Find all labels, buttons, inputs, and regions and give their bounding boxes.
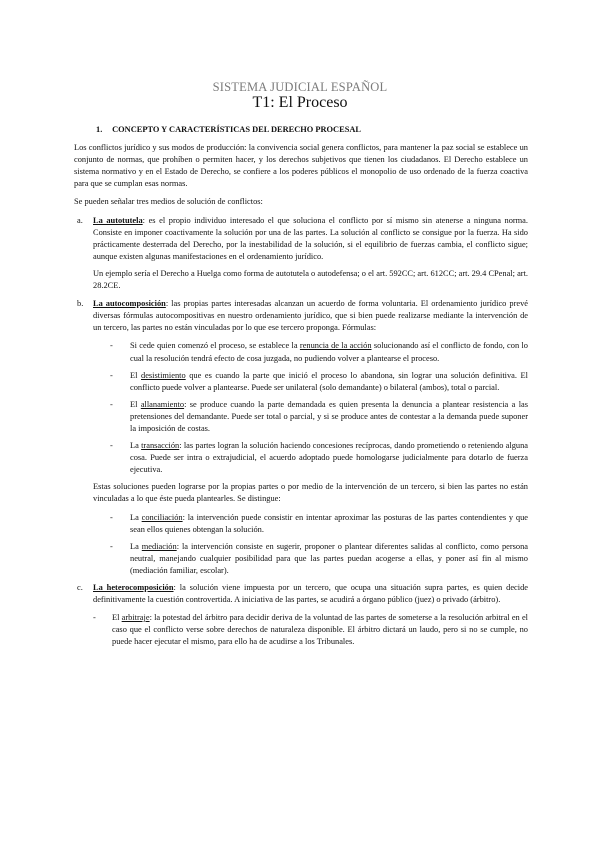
dash-marker: - bbox=[110, 512, 113, 522]
dash-marker: - bbox=[110, 399, 113, 409]
formula-term: transacción bbox=[141, 441, 180, 451]
means-intro-paragraph: Se pueden señalar tres medios de solución de conflictos: bbox=[74, 197, 263, 207]
section-number: 1. bbox=[96, 125, 103, 134]
autotutela-text: : es el propio individuo interesado el que soluciona el conflicto por sí mismo sin atenerse a ninguna norma. Consiste en imponer coactivamente la solución por una de las partes. La solución al conflicto se consigue por la fuerza. Ha sido prácticamente desterrada del Derecho, por la inestabilidad de la solución, si el equilibrio de fuerzas cambia, el conflicto sigue; aunque existen algunas manifestaciones en el ordenamiento jurídico. bbox=[93, 215, 528, 261]
third-party-item bbox=[74, 541, 528, 577]
third-party-text: La bbox=[130, 512, 142, 522]
formula-item bbox=[74, 340, 528, 364]
third-party-item bbox=[74, 512, 528, 536]
document-body bbox=[74, 124, 528, 653]
formula-item bbox=[74, 440, 528, 476]
formula-text: La bbox=[130, 441, 142, 451]
arbitraje-text: El bbox=[112, 613, 122, 623]
formula-item bbox=[74, 370, 528, 394]
dash-marker: - bbox=[110, 370, 113, 380]
formula-text: Si cede quien comenzó el proceso, se establece la bbox=[130, 341, 300, 351]
formula-text: El bbox=[130, 399, 141, 409]
formula-term: renuncia de la acción bbox=[299, 341, 372, 351]
list-marker: a. bbox=[77, 215, 83, 225]
formula-term: allanamiento bbox=[140, 399, 185, 409]
formula-item bbox=[74, 399, 528, 435]
arbitraje-text: : la potestad del árbitro para decidir deriva de la voluntad de las partes de someterse a la resolución arbitral en el caso que el conflicto verse sobre derechos de naturaleza disponible. El árbitro dictará un laudo, pero si no se cumple, no puede hacer ejecutar el mismo, para ello ha de acudirse a los Tribunales. bbox=[112, 613, 528, 647]
list-item-heterocomposicion bbox=[74, 582, 528, 606]
dash-marker: - bbox=[110, 441, 113, 451]
term-heterocomposicion: La heterocomposición bbox=[93, 583, 174, 592]
formula-text: solucionando así el conflicto de fondo, con lo cual la resolución tendrá efecto de cosa juzgada, no pudiendo volver a plantearse el proceso. bbox=[130, 341, 528, 363]
term-autotutela: La autotutela bbox=[93, 215, 143, 225]
formula-text: que es cuando la parte que inició el proceso lo abandona, sin lograr una solución definitiva. El conflicto puede volver a plantearse. Puede ser unilateral (solo demandante) o bilateral (ambos), total o parcial. bbox=[130, 370, 528, 392]
formula-text: : las partes logran la solución haciendo concesiones recíprocas, dando prometiendo o reteniendo alguna cosa. Puede ser intra o extrajudicial, el acuerdo adoptado puede homologarse judicialmente para dotarlo de fuerza ejecutiva. bbox=[130, 441, 528, 475]
document-title: T1: El Proceso bbox=[252, 94, 348, 111]
arbitraje-item bbox=[74, 612, 528, 648]
section-title: CONCEPTO Y CARACTERÍSTICAS DEL DERECHO PROCESAL bbox=[112, 125, 361, 134]
third-party-text: : la intervención puede consistir en intentar aproximar las posturas de las partes contendientes y que sean ellos quienes obtengan la solución. bbox=[130, 512, 528, 534]
third-party-text: : la intervención consiste en sugerir, proponer o plantear diferentes salidas al conflicto, como persona neutral, manejando cualquier posibilidad para que las partes puedan acogerse a ellas, y poner así fin al mismo (mediación familiar, escolar). bbox=[130, 541, 528, 575]
third-party-intro: Estas soluciones pueden lograrse por la propias partes o por medio de la intervención de un tercero, si bien las partes no están vinculadas a lo que éste pueda plantearles. Se distingue: bbox=[93, 482, 528, 504]
third-party-term: conciliación bbox=[141, 512, 183, 522]
section-heading bbox=[96, 124, 528, 136]
term-autocomposicion: La autocomposición bbox=[93, 299, 166, 309]
document-supertitle: SISTEMA JUDICIAL ESPAÑOL bbox=[212, 80, 388, 94]
list-marker: c. bbox=[77, 583, 83, 592]
list-item-autocomposicion bbox=[74, 298, 528, 334]
dash-marker: - bbox=[110, 541, 113, 551]
formula-term: desistimiento bbox=[141, 370, 186, 380]
dash-marker: - bbox=[110, 341, 113, 351]
third-party-term: mediación bbox=[141, 541, 177, 551]
autotutela-example: Un ejemplo sería el Derecho a Huelga como forma de autotutela o autodefensa; o el art. 592CC; art. 612CC; art. 29.4 CPenal; art. 28.2CE. bbox=[93, 268, 528, 291]
third-party-text: La bbox=[130, 541, 142, 551]
intro-paragraph: Los conflictos jurídico y sus modos de producción: la convivencia social genera conflictos, para mantener la paz social se establece un conjunto de normas, que prohíben o permiten hacer, y los derechos subjetivos que tienen los ciudadanos. El Derecho establece un sistema normativo y en el Estado de Derecho, se confiere a los poderes públicos el monopolio de uso ordenado de la fuerza coactiva para que se cumplan esas normas. bbox=[74, 143, 528, 189]
list-item-autotutela bbox=[74, 215, 528, 293]
formula-text: El bbox=[130, 370, 141, 380]
formula-text: : se produce cuando la parte demandada es quien presenta la denuncia a plantear resistencia a las pretensiones del demandante. Puede ser total o parcial, y si se produce antes de contestar a la demanda puede suponer la imposición de costas. bbox=[130, 399, 528, 433]
arbitraje-term: arbitraje bbox=[121, 613, 150, 623]
list-marker: b. bbox=[77, 299, 84, 309]
autocomposicion-text: : las propias partes interesadas alcanzan un acuerdo de forma voluntaria. El ordenamiento jurídico prevé diversas fórmulas autocompositivas en nuestro ordenamiento jurídico, que si bien puede realizarse mediante la intervención de un tercero, las partes no están vinculadas por lo que ese tercero proponga. Fórmulas: bbox=[93, 299, 528, 333]
heterocomposicion-text: : la solución viene impuesta por un tercero, que ocupa una situación supra partes, es quien decide definitivamente la cuestión controvertida. A iniciativa de las partes, se acudirá a órgano público (juez) o privado (árbitro). bbox=[93, 583, 528, 605]
dash-marker: - bbox=[93, 613, 96, 623]
